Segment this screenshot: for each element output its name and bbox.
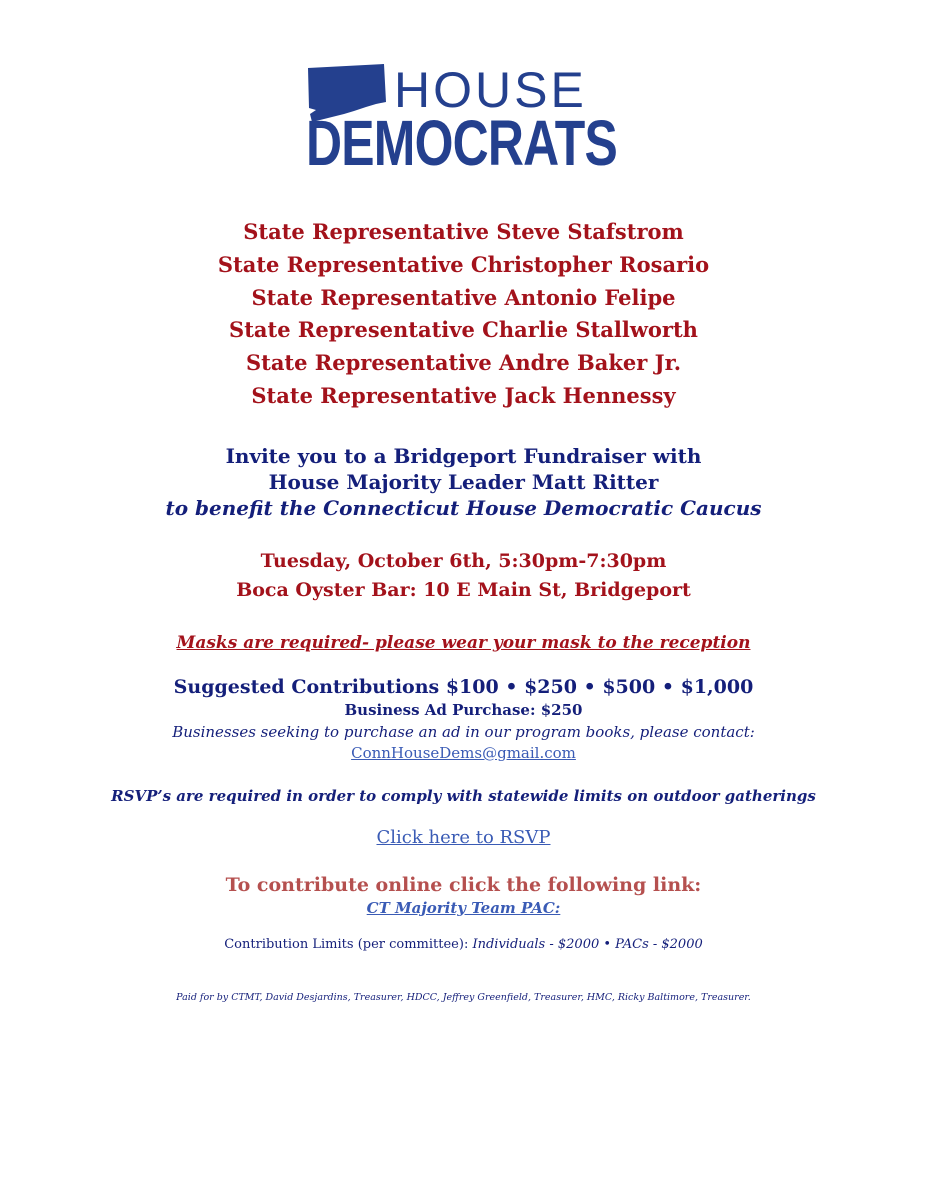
contribute-online-heading: To contribute online click the following link: xyxy=(225,874,702,896)
representative-2: State Representative Christopher Rosario xyxy=(217,252,710,277)
paid-for-disclaimer: Paid for by CTMT, David Desjardins, Treasurer, HDCC, Jeffrey Greenfield, Treasurer, HMC, Ricky Baltimore, Treasurer. xyxy=(176,992,751,1003)
invite-line-2: House Majority Leader Matt Ritter xyxy=(268,470,659,494)
logo-house-word: HOUSE xyxy=(394,62,587,118)
representative-6: State Representative Jack Hennessy xyxy=(251,383,676,408)
ct-majority-team-pac-link[interactable]: CT Majority Team PAC: xyxy=(366,899,561,917)
house-democrats-logo xyxy=(306,62,621,179)
business-contact-note: Businesses seeking to purchase an ad in our program books, please contact: xyxy=(172,723,755,741)
email-row xyxy=(0,742,927,764)
suggested-contributions: Suggested Contributions $100 • $250 • $500 • $1,000 xyxy=(173,676,754,698)
logo-democrats-word: DEMOCRATS xyxy=(306,107,617,179)
rsvp-link[interactable]: Click here to RSVP xyxy=(376,827,551,848)
rsvp-requirement-note: RSVP’s are required in order to comply with statewide limits on outdoor gatherings xyxy=(111,787,816,805)
representative-4: State Representative Charlie Stallworth xyxy=(229,317,698,342)
invite-line-3: to benefit the Connecticut House Democratic Caucus xyxy=(165,496,762,520)
pac-link-row xyxy=(0,897,927,919)
masks-notice: Masks are required- please wear your mask to the reception xyxy=(176,633,751,653)
event-location: Boca Oyster Bar: 10 E Main St, Bridgeport xyxy=(236,579,691,601)
representative-5: State Representative Andre Baker Jr. xyxy=(245,350,682,375)
business-ad-purchase: Business Ad Purchase: $250 xyxy=(344,701,583,719)
contribution-limits-label: Contribution Limits (per committee): xyxy=(224,937,473,952)
event-datetime: Tuesday, October 6th, 5:30pm-7:30pm xyxy=(260,550,667,572)
contribution-limits xyxy=(0,935,927,955)
rsvp-row xyxy=(0,826,927,850)
representative-1: State Representative Steve Stafstrom xyxy=(243,219,684,244)
contact-email-link[interactable]: ConnHouseDems@gmail.com xyxy=(351,744,576,762)
representative-3: State Representative Antonio Felipe xyxy=(251,285,676,310)
invite-line-1: Invite you to a Bridgeport Fundraiser with xyxy=(225,444,702,468)
contribution-limits-values: Individuals - $2000 • PACs - $2000 xyxy=(472,937,703,952)
